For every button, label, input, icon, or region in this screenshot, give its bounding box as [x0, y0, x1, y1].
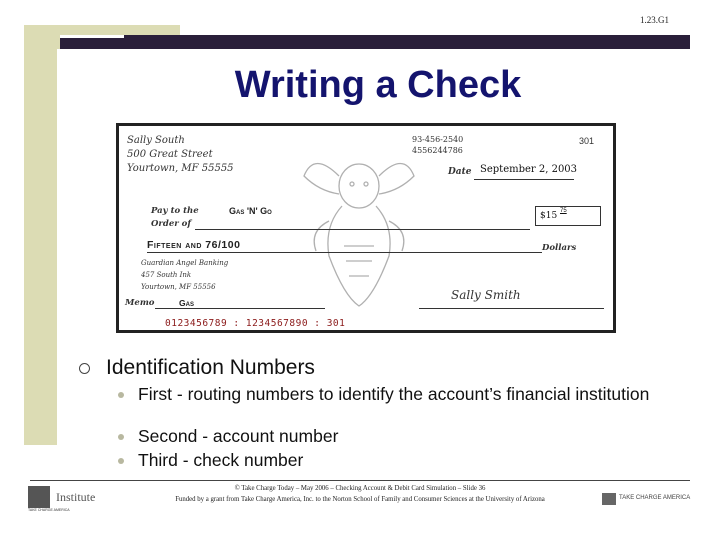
memo-line — [155, 308, 325, 309]
date-value: September 2, 2003 — [480, 164, 578, 175]
sub-bullet-1: First - routing numbers to identify the account’s financial institution — [138, 384, 650, 404]
header-bar-highlight — [60, 35, 124, 38]
owner-street: 500 Great Street — [127, 149, 213, 160]
left-logo-institute: Institute — [56, 490, 96, 504]
footer-divider — [30, 480, 690, 481]
memo-label: Memo — [125, 298, 155, 308]
owner-city: Yourtown, MF 55555 — [127, 163, 234, 174]
amount-box — [535, 206, 601, 226]
amount-words: Fifteen and 76/100 — [147, 239, 241, 251]
left-logo-text: TAKE CHARGE AMERICA — [28, 508, 70, 512]
slide-title: Writing a Check — [234, 64, 522, 106]
check-number: 301 — [579, 136, 595, 146]
date-label: Date — [448, 167, 472, 177]
sub-bullet-dot-icon — [118, 434, 124, 440]
sub-bullet-2: Second - account number — [138, 426, 339, 446]
signature: Sally Smith — [451, 288, 521, 302]
right-logo-text: TAKE CHARGE AMERICA — [619, 495, 691, 501]
signature-line — [419, 308, 604, 309]
slide-number: 1.23.G1 — [640, 15, 669, 25]
account-ref: 4556244786 — [412, 146, 463, 155]
sub-bullet-3: Third - check number — [138, 450, 304, 470]
bullet-main-text: Identification Numbers — [106, 356, 315, 379]
footer-line-1: © Take Charge Today – May 2006 – Checking Account & Debit Card Simulation – Slide 36 — [234, 485, 486, 492]
payee-line — [195, 229, 530, 230]
amount-cents: 75 — [560, 208, 567, 214]
memo-value: Gas — [179, 298, 194, 308]
date-line — [474, 179, 574, 180]
header-bar — [60, 35, 690, 49]
pay-to-label: Pay to the — [151, 206, 199, 216]
bank-name: Guardian Angel Banking — [141, 259, 229, 267]
bank-city: Yourtown, MF 55556 — [141, 283, 216, 291]
footer-line-2: Funded by a grant from Take Charge America, Inc. to the Norton School of Family and Consumer Sciences at the University of Arizona — [175, 496, 545, 503]
bank-street: 457 South Ink — [141, 271, 192, 279]
payee-value: Gas 'N' Go — [229, 206, 272, 216]
dollars-label: Dollars — [542, 243, 577, 253]
owner-name: Sally South — [127, 135, 185, 146]
routing-fraction: 93-456-2540 — [412, 135, 464, 144]
micr-line: 0123456789 : 1234567890 : 301 — [165, 318, 346, 329]
right-logo — [602, 492, 694, 508]
left-logo-square-icon — [28, 486, 50, 508]
amount-words-line — [147, 252, 542, 253]
sub-bullet-dot-icon — [118, 392, 124, 398]
right-logo-flag-icon — [602, 493, 616, 505]
check-image — [116, 123, 616, 333]
order-of-label: Order of — [151, 219, 191, 229]
amount-value: $15 — [540, 211, 558, 221]
bullet-ring-icon — [79, 363, 90, 374]
sub-bullet-dot-icon — [118, 458, 124, 464]
